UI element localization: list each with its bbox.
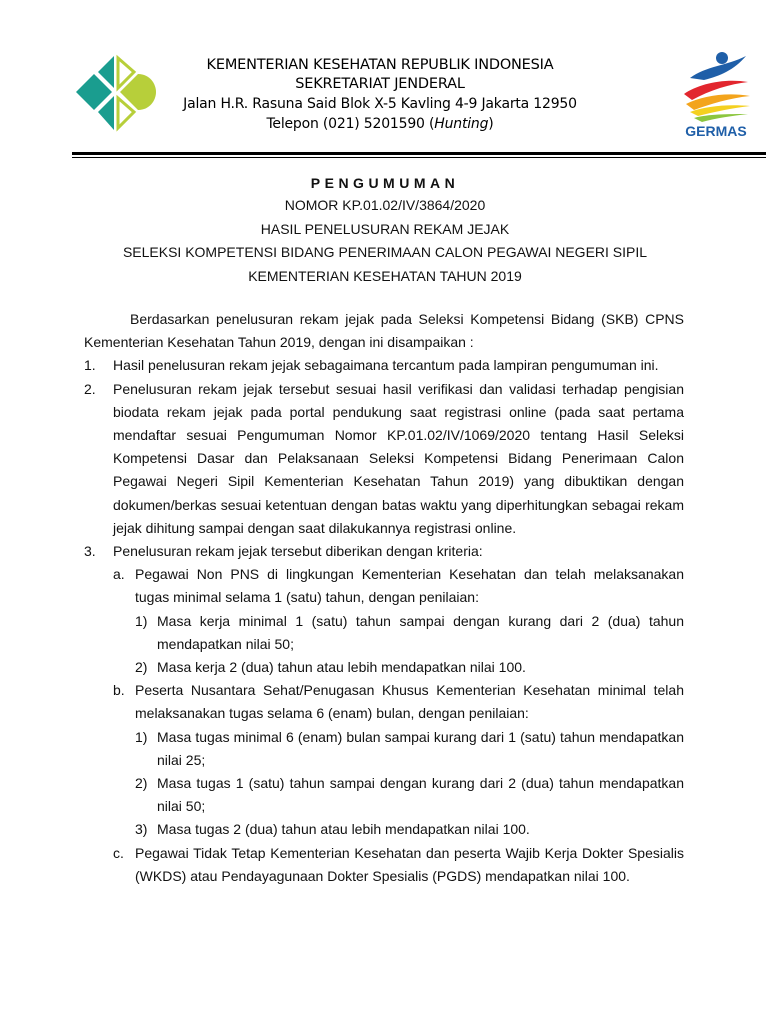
criteria-point — [135, 772, 684, 818]
criteria-point — [135, 656, 684, 679]
announcement-heading — [60, 172, 710, 288]
criteria-point-number: 1) — [135, 728, 148, 745]
announcement-selection: SELEKSI KOMPETENSI BIDANG PENERIMAAN CALON PEGAWAI NEGERI SIPIL — [122, 244, 648, 260]
criteria-item — [113, 842, 684, 888]
secretariat-name: SEKRETARIAT JENDERAL — [295, 76, 465, 92]
criteria-point-text: Masa tugas 1 (satu) tahun sampai dengan kurang dari 2 (dua) tahun mendapatkan nilai 50; — [157, 775, 684, 815]
letterhead-rule-thin — [72, 157, 766, 158]
list-item-number: 3. — [84, 543, 96, 560]
list-item-text: Penelusuran rekam jejak tersebut diberikan dengan kriteria: — [113, 543, 483, 560]
phone-number: Telepon (021) 5201590 ( — [266, 116, 435, 132]
criteria-point-number: 1) — [135, 612, 148, 629]
kemenkes-logo-icon — [72, 48, 160, 138]
criteria-item — [113, 679, 684, 725]
announcement-body — [84, 308, 684, 888]
list-item-number: 2. — [84, 380, 96, 397]
criteria-point — [135, 610, 684, 656]
criteria-text: Peserta Nusantara Sehat/Penugasan Khusus Kementerian Kesehatan minimal telah melaksanakan tugas selama 6 (enam) bulan, dengan penilaian: — [135, 682, 684, 722]
address: Jalan H.R. Rasuna Said Blok X-5 Kavling 4-9 Jakarta 12950 — [183, 96, 577, 112]
germas-logo-icon — [676, 44, 756, 140]
letterhead-rule-thick — [72, 152, 766, 155]
criteria-text: Pegawai Non PNS di lingkungan Kementerian Kesehatan dan telah melaksanakan tugas minimal selama 1 (satu) tahun, dengan penilaian: — [135, 566, 684, 606]
ministry-name: KEMENTERIAN KESEHATAN REPUBLIK INDONESIA — [206, 57, 554, 73]
criteria-letter: c. — [113, 844, 124, 861]
criteria-point-text: Masa tugas 2 (dua) tahun atau lebih mendapatkan nilai 100. — [157, 821, 530, 838]
criteria-point — [135, 818, 684, 841]
criteria-point-text: Masa kerja minimal 1 (satu) tahun sampai dengan kurang dari 2 (dua) tahun mendapatkan nilai 50; — [157, 612, 684, 652]
list-item-text: Hasil penelusuran rekam jejak sebagaimana tercantum pada lampiran pengumuman ini. — [113, 357, 659, 374]
announcement-ministry-year: KEMENTERIAN KESEHATAN TAHUN 2019 — [248, 267, 522, 284]
list-item — [84, 354, 684, 377]
intro-paragraph: Berdasarkan penelusuran rekam jejak pada Seleksi Kompetensi Bidang (SKB) CPNS Kementerian Kesehatan Tahun 2019, dengan ini disampaikan : — [84, 311, 684, 351]
phone-suffix: ) — [488, 116, 494, 132]
phone — [150, 114, 610, 134]
list-item-number: 1. — [84, 357, 96, 374]
germas-label: GERMAS — [685, 123, 747, 139]
criteria-point — [135, 726, 684, 772]
list-item-text: Penelusuran rekam jejak tersebut sesuai hasil verifikasi dan validasi terhadap pengisian biodata rekam jejak pada portal pendukung saat registrasi online (pada saat pertama mendaftar sesuai Pengumuman Nomor KP.01.02/IV/1069/2020 tentang Hasil Seleksi Kompetensi Dasar dan Pelaksanaan Seleksi Kompetensi Bidang Penerimaan Calon Pegawai Negeri Sipil Kementerian Kesehatan Tahun 2019) yang dibuktikan dengan dokumen/berkas sesuai ketentuan dengan batas waktu yang diperhitungkan sebagai rekam jejak dihitung sampai dengan saat dilakukannya registrasi online. — [113, 380, 684, 536]
criteria-point-number: 2) — [135, 775, 148, 792]
announcement-number: NOMOR KP.01.02/IV/3864/2020 — [284, 197, 486, 213]
criteria-point-number: 2) — [135, 659, 148, 676]
criteria-point-text: Masa kerja 2 (dua) tahun atau lebih mendapatkan nilai 100. — [157, 659, 526, 676]
list-item — [84, 540, 684, 563]
criteria-text: Pegawai Tidak Tetap Kementerian Kesehatan dan peserta Wajib Kerja Dokter Spesialis (WKDS) atau Pendayagunaan Dokter Spesialis (PGDS) mendapatkan nilai 100. — [135, 844, 684, 884]
announcement-subject: HASIL PENELUSURAN REKAM JEJAK — [260, 220, 510, 237]
criteria-letter: b. — [113, 682, 125, 699]
criteria-letter: a. — [113, 566, 125, 583]
list-item — [84, 378, 684, 540]
phone-hunting: Hunting — [434, 116, 489, 132]
announcement-title: PENGUMUMAN — [310, 175, 460, 191]
criteria-item — [113, 563, 684, 609]
criteria-point-text: Masa tugas minimal 6 (enam) bulan sampai kurang dari 1 (satu) tahun mendapatkan nilai 25; — [157, 728, 684, 768]
letterhead — [0, 0, 768, 160]
criteria-point-number: 3) — [135, 821, 148, 838]
